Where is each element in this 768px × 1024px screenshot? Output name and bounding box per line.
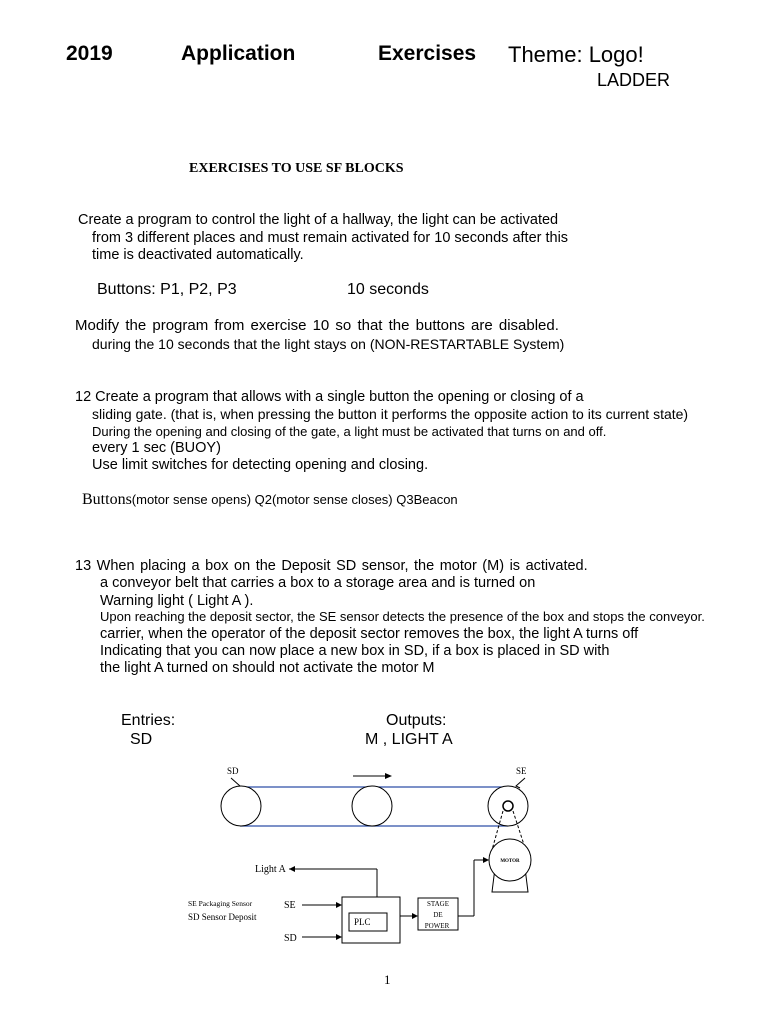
roller-middle bbox=[352, 786, 392, 826]
roller-hub bbox=[503, 801, 513, 811]
header-ladder: LADDER bbox=[597, 70, 671, 90]
sd-input-arrow-icon bbox=[336, 934, 342, 940]
sd-sensor-label: SD bbox=[227, 766, 239, 776]
header-year: 2019 bbox=[66, 42, 113, 65]
header-theme: Theme: Logo! bbox=[508, 42, 644, 67]
power-stage-line-3: POWER bbox=[424, 922, 450, 930]
plc-label: PLC bbox=[354, 917, 371, 927]
ex13-line-5: carrier, when the operator of the deposit sector removes the box, the light A turns off bbox=[100, 626, 639, 642]
se-input-label: SE bbox=[284, 900, 296, 911]
sd-input-label: SD bbox=[284, 933, 297, 944]
light-a-label: Light A bbox=[255, 864, 286, 875]
power-stage-line-2: DE bbox=[433, 911, 443, 919]
motor-label: MOTOR bbox=[500, 859, 520, 864]
outputs-label: Outputs: bbox=[386, 712, 447, 729]
ex12-buttons-rest: (motor sense opens) Q2(motor sense closes) Q3Beacon bbox=[131, 492, 458, 507]
se-input-arrow-icon bbox=[336, 902, 342, 908]
plc-stage-arrow-icon bbox=[412, 913, 418, 919]
ex12-line-4: every 1 sec (BUOY) bbox=[92, 440, 221, 456]
se-sensor-label: SE bbox=[516, 766, 527, 776]
header-application: Application bbox=[181, 42, 296, 65]
ex12-line-3: During the opening and closing of the gate, a light must be activated that turns on and off. bbox=[92, 424, 607, 439]
section-title: EXERCISES TO USE SF BLOCKS bbox=[189, 161, 404, 176]
ex12-line-5: Use limit switches for detecting opening and closing. bbox=[92, 457, 429, 473]
se-sensor-icon bbox=[516, 778, 525, 788]
ex10-line-1: Create a program to control the light of a hallway, the light can be activated bbox=[78, 212, 559, 228]
ex12-buttons-word: Buttons bbox=[82, 491, 132, 508]
ex10-buttons: Buttons: P1, P2, P3 bbox=[97, 281, 237, 298]
ex13-line-6: Indicating that you can now place a new box in SD, if a box is placed in SD with bbox=[100, 643, 610, 659]
light-a-arrow-icon bbox=[289, 866, 295, 872]
header-exercises: Exercises bbox=[378, 42, 477, 65]
sd-sensor-desc: SD Sensor Deposit bbox=[188, 912, 257, 922]
ex11-line-2: during the 10 seconds that the light stays on (NON-RESTARTABLE System) bbox=[92, 336, 565, 352]
outputs-value: M , LIGHT A bbox=[365, 731, 453, 748]
stage-motor-arrow-icon bbox=[483, 857, 489, 863]
ex13-line-3: Warning light ( Light A ). bbox=[100, 593, 254, 609]
ex10-seconds: 10 seconds bbox=[347, 281, 429, 298]
ex13-line-7: the light A turned on should not activate the motor M bbox=[100, 660, 435, 676]
ex13-line-4: Upon reaching the deposit sector, the SE sensor detects the presence of the box and stops the conveyor. bbox=[100, 609, 705, 624]
ex10-line-2: from 3 different places and must remain activated for 10 seconds after this bbox=[92, 230, 569, 246]
arrow-head-icon bbox=[385, 773, 392, 779]
power-stage-line-1: STAGE bbox=[427, 900, 449, 908]
page-number: 1 bbox=[384, 972, 391, 987]
ex12-line-2: sliding gate. (that is, when pressing the button it performs the opposite action to its current state) bbox=[92, 406, 689, 422]
roller-left bbox=[221, 786, 261, 826]
ex13-line-2: a conveyor belt that carries a box to a storage area and is turned on bbox=[100, 575, 536, 591]
se-sensor-desc: SE Packaging Sensor bbox=[188, 899, 253, 908]
ex13-line-1: 13 When placing a box on the Deposit SD sensor, the motor (M) is activated. bbox=[75, 558, 588, 574]
ex12-line-1: 12 Create a program that allows with a single button the opening or closing of a bbox=[75, 389, 584, 405]
entries-label: Entries: bbox=[121, 712, 176, 729]
ex11-line-1: Modify the program from exercise 10 so that the buttons are disabled. bbox=[75, 317, 559, 334]
ex10-line-3: time is deactivated automatically. bbox=[92, 247, 304, 263]
entries-value: SD bbox=[130, 731, 153, 748]
